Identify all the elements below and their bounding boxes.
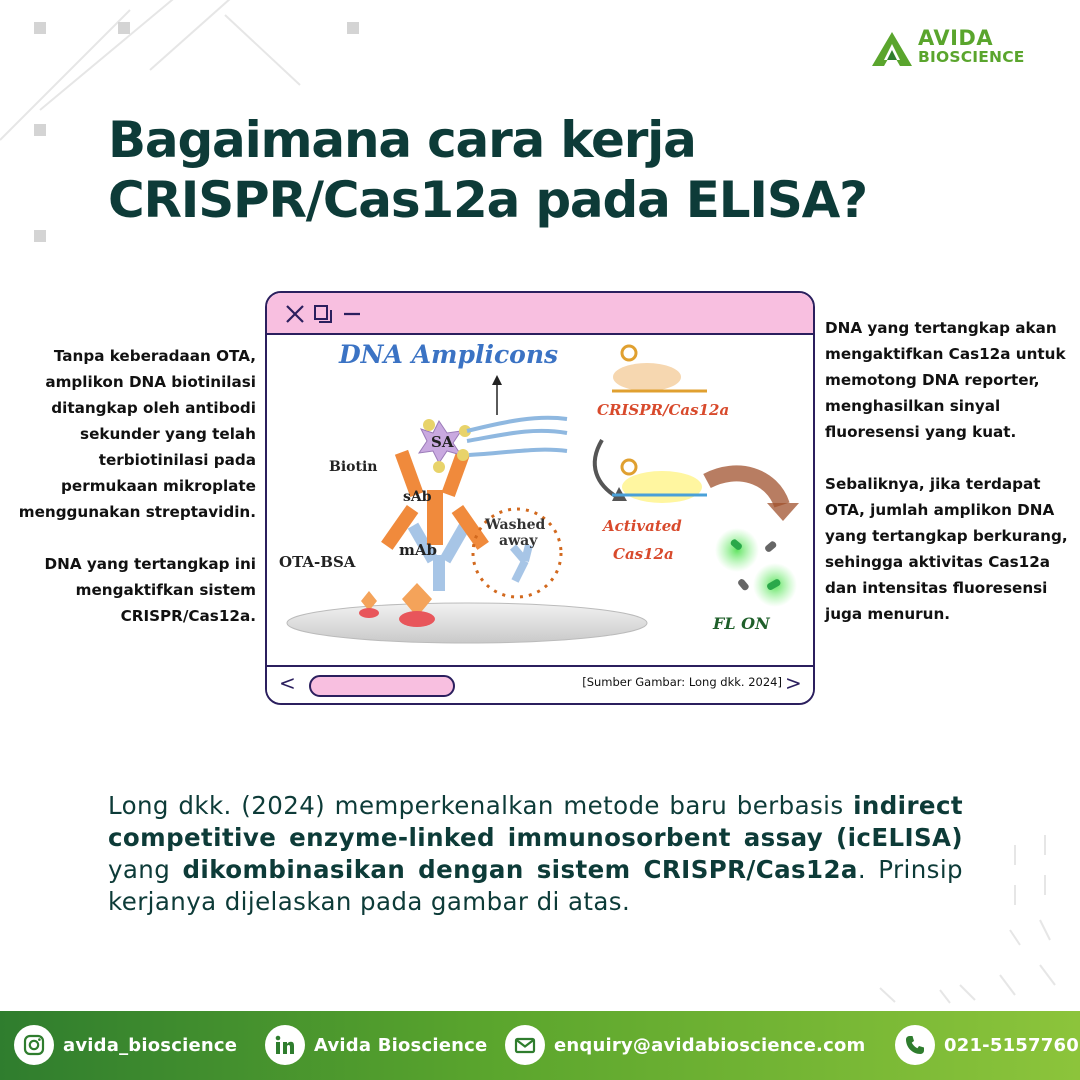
figure-window	[265, 291, 815, 705]
brand-name-line2: BIOSCIENCE	[918, 48, 1025, 66]
label-washed: Washed	[485, 517, 546, 533]
decor-square	[34, 230, 46, 242]
window-title-bar	[267, 293, 813, 335]
left-explanation	[8, 343, 256, 629]
label-activated: Activated	[603, 517, 682, 535]
page-title	[108, 110, 988, 230]
minimize-icon[interactable]	[342, 303, 364, 325]
title-line-1: Bagaimana cara kerja	[108, 111, 696, 169]
next-arrow-icon[interactable]: >	[785, 671, 802, 695]
linkedin-icon	[265, 1025, 305, 1065]
activated-cas12a	[622, 471, 702, 503]
prev-arrow-icon[interactable]: <	[279, 671, 296, 695]
curved-arrow	[595, 440, 617, 497]
brand-name-line1: AVIDA	[918, 26, 994, 50]
left-paragraph-1: Tanpa keberadaan OTA, amplikon DNA biotinilasi ditangkap oleh antibodi sekunder yang telah terbiotinilasi pada permukaan mikroplate menggunakan streptavidin.	[18, 347, 256, 521]
para-bold-2: dikombinasikan dengan sistem CRISPR/Cas12a	[182, 855, 858, 884]
crispr-elisa-diagram	[267, 335, 813, 665]
decor-square	[347, 22, 359, 34]
para-text-1: Long dkk. (2024) memperkenalkan metode baru berbasis	[108, 791, 854, 820]
email-contact[interactable]	[505, 1025, 866, 1065]
label-sa: SA	[431, 433, 454, 451]
window-footer	[267, 665, 813, 703]
copy-icon[interactable]	[312, 303, 334, 325]
label-sab: sAb	[403, 489, 432, 505]
right-explanation	[825, 315, 1075, 627]
right-paragraph-2: Sebaliknya, jika terdapat OTA, jumlah amplikon DNA yang tertangkap berkurang, sehingga aktivitas Cas12a dan intensitas fluoresensi juga menurun.	[825, 475, 1068, 623]
dna-strands	[467, 418, 567, 455]
label-biotin: Biotin	[329, 459, 378, 475]
label-mab: mAb	[399, 541, 437, 559]
description-paragraph	[108, 790, 963, 918]
washed-antibody	[513, 545, 529, 581]
linkedin-name: Avida Bioscience	[314, 1034, 488, 1056]
label-ota-bsa: OTA-BSA	[279, 553, 356, 571]
para-text-2: yang	[108, 855, 183, 884]
linkedin-contact[interactable]	[265, 1025, 487, 1065]
image-source-caption: [Sumber Gambar: Long dkk. 2024]	[582, 675, 782, 689]
logo-icon	[870, 30, 914, 70]
phone-contact[interactable]	[895, 1025, 1079, 1065]
label-away: away	[499, 533, 538, 549]
scrollbar-thumb[interactable]	[309, 675, 455, 697]
close-icon[interactable]	[284, 303, 306, 325]
email-icon	[505, 1025, 545, 1065]
decor-square	[34, 22, 46, 34]
brand-logo	[870, 28, 1060, 72]
para-bold-1: indirect competitive enzyme-linked immunosorbent assay (icELISA)	[108, 791, 963, 852]
left-paragraph-2: DNA yang tertangkap ini mengaktifkan sistem CRISPR/Cas12a.	[44, 555, 256, 625]
decor-square	[118, 22, 130, 34]
label-crispr: CRISPR/Cas12a	[597, 401, 730, 419]
label-cas12a: Cas12a	[613, 545, 674, 563]
para-text-3: . Prinsip kerjanya dijelaskan pada gambar di atas.	[108, 855, 963, 916]
title-line-2: CRISPR/Cas12a pada ELISA?	[108, 171, 867, 229]
email-address: enquiry@avidabioscience.com	[554, 1034, 866, 1056]
label-fl-on: FL ON	[713, 614, 770, 633]
crispr-complex	[613, 363, 681, 391]
right-paragraph-1: DNA yang tertangkap akan mengaktifkan Cas12a untuk memotong DNA reporter, menghasilkan sinyal fluoresensi yang kuat.	[825, 319, 1066, 441]
phone-number: 021-5157760	[944, 1034, 1079, 1056]
phone-icon	[895, 1025, 935, 1065]
label-dna-amplicons: DNA Amplicons	[339, 340, 559, 369]
instagram-contact[interactable]	[14, 1025, 237, 1065]
decor-square	[34, 124, 46, 136]
microplate-surface	[287, 603, 647, 643]
instagram-icon	[14, 1025, 54, 1065]
instagram-handle: avida_bioscience	[63, 1034, 238, 1056]
contact-footer	[0, 1011, 1080, 1080]
